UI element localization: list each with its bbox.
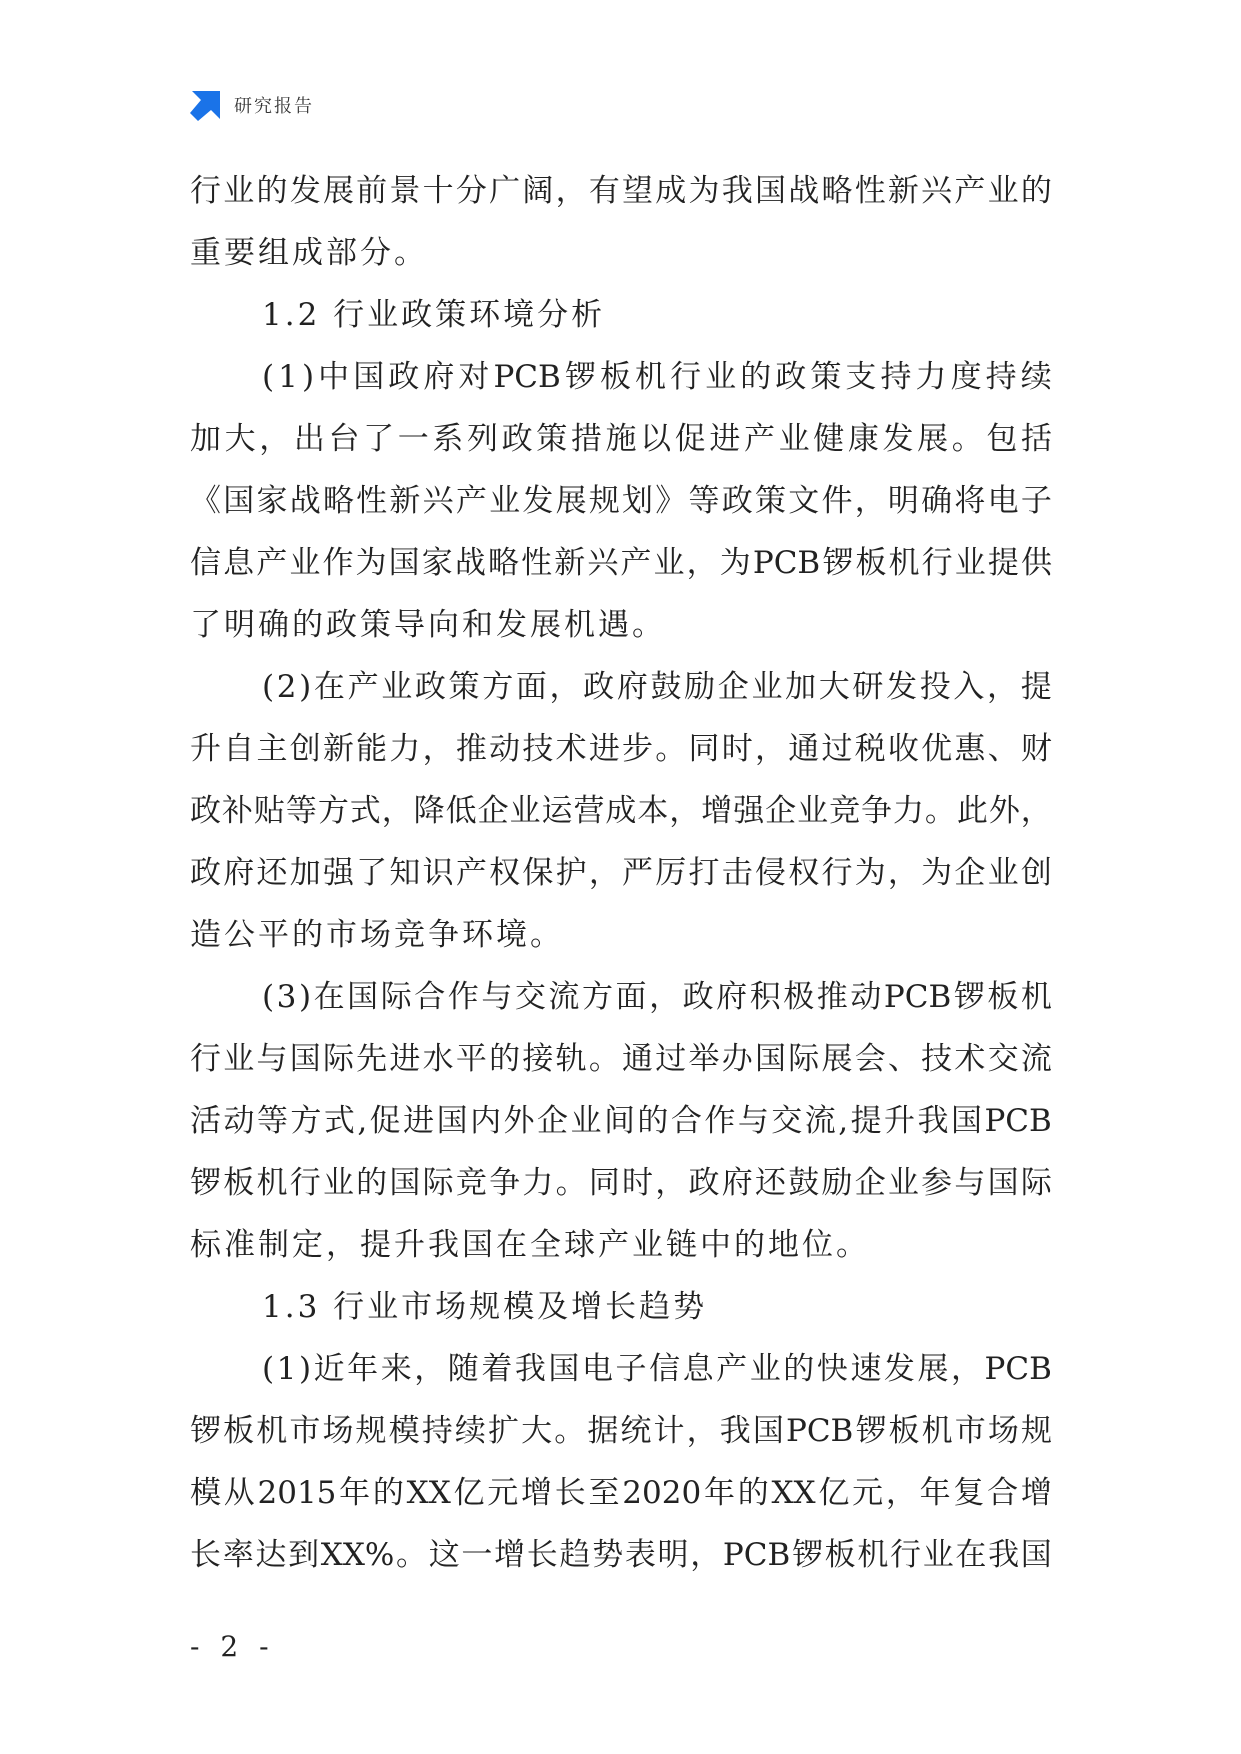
text-line: ( 2 ) 在 产 业 政 策 方 面 ， 政 府 鼓 励 企 业 加 大 研 发 投 入 ， 提 xyxy=(262,669,1052,705)
section-heading: 1.3 行业市场规模及增长趋势 xyxy=(262,1289,708,1325)
text-line: 锣 板 机 市 场 规 模 持 续 扩 大 。 据 统 计 ， 我 国 PCB 锣 板 机 市 场 规 xyxy=(190,1413,1052,1449)
text-line: 造公平的市场竞争环境。 xyxy=(190,917,564,953)
text-line: 重要组成部分。 xyxy=(190,235,428,271)
header-title: 研究报告 xyxy=(234,96,314,117)
text-line: ( 3 ) 在 国 际 合 作 与 交 流 方 面 ， 政 府 积 极 推 动 PCB 锣 板 机 xyxy=(262,979,1052,1015)
text-line: 政 补 贴 等 方 式 ， 降 低 企 业 运 营 成 本 ， 增 强 企 业 竞 争 力 。 此 外 ， xyxy=(190,793,1052,829)
text-line: 了明确的政策导向和发展机遇。 xyxy=(190,607,666,643)
text-line: 行 业 的 发 展 前 景 十 分 广 阔 ， 有 望 成 为 我 国 战 略 性 新 兴 产 业 的 xyxy=(190,173,1052,209)
text-line: 加 大 ， 出 台 了 一 系 列 政 策 措 施 以 促 进 产 业 健 康 发 展 。 包 括 xyxy=(190,421,1052,457)
text-line: ( 1 ) 中 国 政 府 对 PCB 锣 板 机 行 业 的 政 策 支 持 力 度 持 续 xyxy=(262,359,1052,395)
arrow-up-right-icon xyxy=(190,89,222,121)
section-heading: 1.2 行业政策环境分析 xyxy=(262,297,606,333)
text-line: 锣 板 机 行 业 的 国 际 竞 争 力 。 同 时 ， 政 府 还 鼓 励 企 业 参 与 国 际 xyxy=(190,1165,1052,1201)
text-line: 活 动 等 方 式 , 促 进 国 内 外 企 业 间 的 合 作 与 交 流 , 提 升 我 国 PCB xyxy=(190,1103,1052,1139)
text-line: 信 息 产 业 作 为 国 家 战 略 性 新 兴 产 业 ， 为 PCB 锣 板 机 行 业 提 供 xyxy=(190,545,1052,581)
text-line: 模 从 2015 年 的 XX 亿 元 增 长 至 2020 年 的 XX 亿 元 ， 年 复 合 增 xyxy=(190,1475,1052,1511)
text-line: 行 业 与 国 际 先 进 水 平 的 接 轨 。 通 过 举 办 国 际 展 会 、 技 术 交 流 xyxy=(190,1041,1052,1077)
page-header xyxy=(190,88,314,122)
text-line: 升 自 主 创 新 能 力 ， 推 动 技 术 进 步 。 同 时 ， 通 过 税 收 优 惠 、 财 xyxy=(190,731,1052,767)
text-line: 长 率 达 到 XX% 。 这 一 增 长 趋 势 表 明 ， PCB 锣 板 机 行 业 在 我 国 xyxy=(190,1537,1052,1573)
document-body xyxy=(190,160,1052,1586)
text-line: 《 国 家 战 略 性 新 兴 产 业 发 展 规 划 》 等 政 策 文 件 ， 明 确 将 电 子 xyxy=(190,483,1052,519)
text-line: 标准制定，提升我国在全球产业链中的地位。 xyxy=(190,1227,870,1263)
text-line: 政 府 还 加 强 了 知 识 产 权 保 护 ， 严 厉 打 击 侵 权 行 为 ， 为 企 业 创 xyxy=(190,855,1052,891)
page-number: - 2 - xyxy=(190,1630,275,1663)
text-line: ( 1 ) 近 年 来 ， 随 着 我 国 电 子 信 息 产 业 的 快 速 发 展 ， PCB xyxy=(262,1351,1052,1387)
